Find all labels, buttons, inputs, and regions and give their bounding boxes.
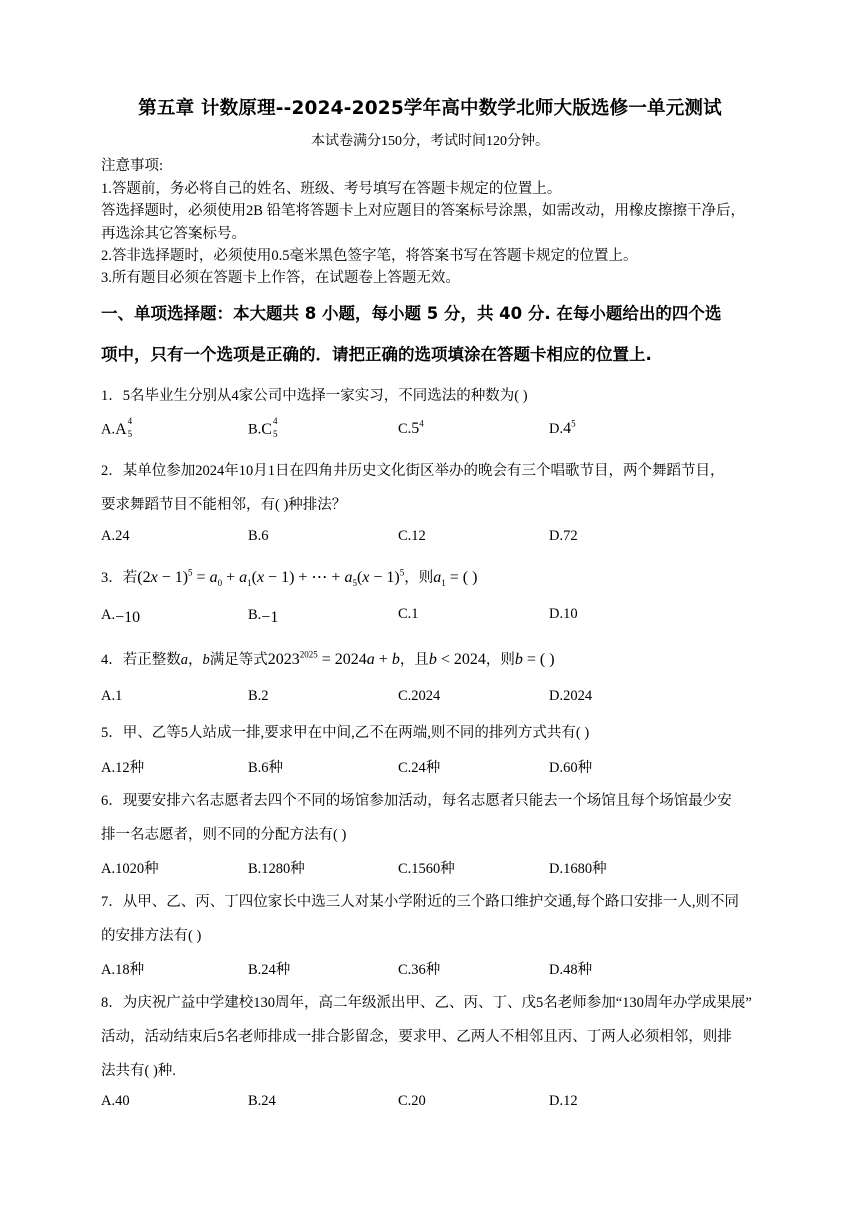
- question-6-line1: 6．现要安排六名志愿者去四个不同的场馆参加活动，每名志愿者只能去一个场馆且每个场馆最少安: [101, 793, 732, 809]
- math-sup: 4: [272, 416, 278, 426]
- question-4-condition: b < 2024: [428, 651, 486, 668]
- question-5-stem: 5．甲、乙等5人站成一排,要求甲在中间,乙不在两端,则不同的排列方式共有( ): [101, 725, 590, 741]
- option-math: [115, 416, 137, 439]
- notes-heading: 注意事项:: [101, 158, 164, 174]
- question-3-option-d: D.10: [549, 606, 578, 622]
- option-math: [411, 420, 424, 437]
- question-4-option-a: A.1: [101, 688, 123, 704]
- question-8-line3: 法共有( )种.: [101, 1063, 176, 1079]
- math-base: 2023: [267, 651, 300, 668]
- option-label: A.: [101, 607, 116, 623]
- option-math: [261, 416, 282, 439]
- question-7-line2: 的安排方法有( ): [101, 928, 202, 944]
- section-heading-line1: 一、单项选择题：本大题共 8 小题，每小题 5 分，共 40 分. 在每小题给出的四个选: [101, 304, 722, 323]
- question-4-option-c: C.2024: [398, 688, 441, 704]
- question-3-stem: [101, 566, 477, 587]
- option-math: −1: [261, 609, 279, 626]
- question-6-option-b: B.1280种: [248, 861, 305, 877]
- option-math: [563, 420, 576, 437]
- option-label: D.: [549, 421, 564, 437]
- math-sub: 5: [272, 429, 278, 439]
- question-text: = ( ): [449, 569, 478, 586]
- question-5-option-d: D.60种: [549, 760, 593, 776]
- question-4-equation: $2023^{2025} = 2024a + b$: [267, 649, 400, 668]
- question-8-option-d: D.12: [549, 1093, 578, 1109]
- question-text: 满足等式: [209, 652, 268, 668]
- question-5-option-a: A.12种: [101, 760, 145, 776]
- exam-subtitle: 本试卷满分150分，考试时间120分钟。: [311, 134, 549, 149]
- option-label: C.: [398, 421, 412, 437]
- question-text: ，且: [399, 652, 429, 668]
- question-8-line2: 活动，活动结束后5名老师排成一排合影留念，要求甲、乙两人不相邻且丙、丁两人必须相邻，则排: [101, 1029, 732, 1045]
- note-1: 1.答题前，务必将自己的姓名、班级、考号填写在答题卡规定的位置上。: [101, 181, 562, 197]
- variable-a: a: [180, 652, 188, 668]
- question-1-option-b: [248, 416, 282, 440]
- question-2-option-c: C.12: [398, 528, 426, 544]
- math-sup: 4: [419, 418, 424, 429]
- question-3-equation: $(2x - 1)^5 = a_0 + a_1(x - 1)$ + ⋯ + $a_5(x - 1)^5$: [137, 567, 405, 589]
- question-1-stem: 1．5名毕业生分别从4家公司中选择一家实习，不同选法的种数为( ): [101, 388, 528, 404]
- question-3-option-b: [248, 606, 278, 624]
- question-4-option-b: B.2: [248, 688, 269, 704]
- variable-b: b: [202, 652, 210, 668]
- question-7-option-a: A.18种: [101, 962, 145, 978]
- question-8-option-c: C.20: [398, 1093, 426, 1109]
- question-text: ，: [188, 652, 203, 668]
- question-text: 3．若: [101, 570, 138, 586]
- note-1b: 答选择题时，必须使用2B 铅笔将答题卡上对应题目的答案标号涂黑，如需改动，用橡皮擦擦干净后，: [101, 203, 746, 219]
- question-4-target: b = ( ): [514, 651, 555, 668]
- math-base: 5: [411, 420, 420, 437]
- question-3-option-a: [101, 606, 140, 624]
- note-2: 2.答非选择题时，必须使用0.5毫米黑色签字笔，将答案书写在答题卡规定的位置上。: [101, 248, 638, 264]
- question-text: ，则: [404, 570, 434, 586]
- math-text: = 2024: [317, 651, 367, 668]
- math-text: = ( ): [526, 651, 555, 668]
- math-base: C: [261, 420, 272, 438]
- question-1-option-c: [398, 420, 424, 438]
- question-5-option-c: C.24种: [398, 760, 441, 776]
- question-1-option-d: [549, 420, 576, 438]
- question-6-option-a: A.1020种: [101, 861, 159, 877]
- option-label: A.: [101, 421, 116, 438]
- question-6-option-d: D.1680种: [549, 861, 607, 877]
- question-7-option-b: B.24种: [248, 962, 291, 978]
- section-heading-line2: 项中，只有一个选项是正确的．请把正确的选项填涂在答题卡相应的位置上.: [101, 345, 652, 364]
- page-title: 第五章 计数原理--2024-2025学年高中数学北师大版选修一单元测试: [138, 98, 722, 119]
- question-2-option-d: D.72: [549, 528, 578, 544]
- question-7-option-d: D.48种: [549, 962, 593, 978]
- question-3-option-c: C.1: [398, 606, 419, 622]
- question-2-line2: 要求舞蹈节目不能相邻，有( )种排法？: [101, 497, 347, 513]
- question-3-target: $a_1$: [433, 569, 446, 589]
- math-text: < 2024: [440, 651, 486, 668]
- question-text: 4．若正整数: [101, 652, 181, 668]
- option-label: B.: [248, 421, 262, 438]
- question-2-option-b: B.6: [248, 528, 269, 544]
- math-base: 4: [563, 420, 572, 437]
- question-7-line1: 7．从甲、乙、丙、丁四位家长中选三人对某小学附近的三个路口维护交通,每个路口安排一人,则不同: [101, 894, 739, 910]
- question-5-option-b: B.6种: [248, 760, 284, 776]
- note-3: 3.所有题目必须在答题卡上作答，在试题卷上答题无效。: [101, 270, 460, 286]
- question-6-option-c: C.1560种: [398, 861, 455, 877]
- question-2-option-a: A.24: [101, 528, 130, 544]
- question-8-option-b: B.24: [248, 1093, 276, 1109]
- math-base: A: [115, 420, 127, 438]
- option-label: B.: [248, 607, 262, 623]
- question-8-line1: 8．为庆祝广益中学建校130周年，高二年级派出甲、乙、丙、丁、戊5名老师参加“130周年办学成果展”: [101, 995, 752, 1011]
- math-sup: 2025: [299, 649, 318, 660]
- question-8-option-a: A.40: [101, 1093, 130, 1109]
- question-6-line2: 排一名志愿者，则不同的分配方法有( ): [101, 827, 347, 843]
- option-math: −10: [115, 609, 141, 626]
- question-7-option-c: C.36种: [398, 962, 441, 978]
- question-text: ，则: [485, 652, 515, 668]
- math-sub: 5: [127, 429, 133, 439]
- question-4-option-d: D.2024: [549, 688, 593, 704]
- question-1-option-a: [101, 416, 137, 440]
- math-sup: 5: [571, 418, 576, 429]
- note-1c: 再选涂其它答案标号。: [101, 226, 246, 242]
- question-4-stem: [101, 648, 555, 669]
- math-sup: 4: [127, 416, 133, 426]
- question-2-line1: 2．某单位参加2024年10月1日在四角井历史文化街区举办的晚会有三个唱歌节目，两个舞蹈节目，: [101, 463, 725, 479]
